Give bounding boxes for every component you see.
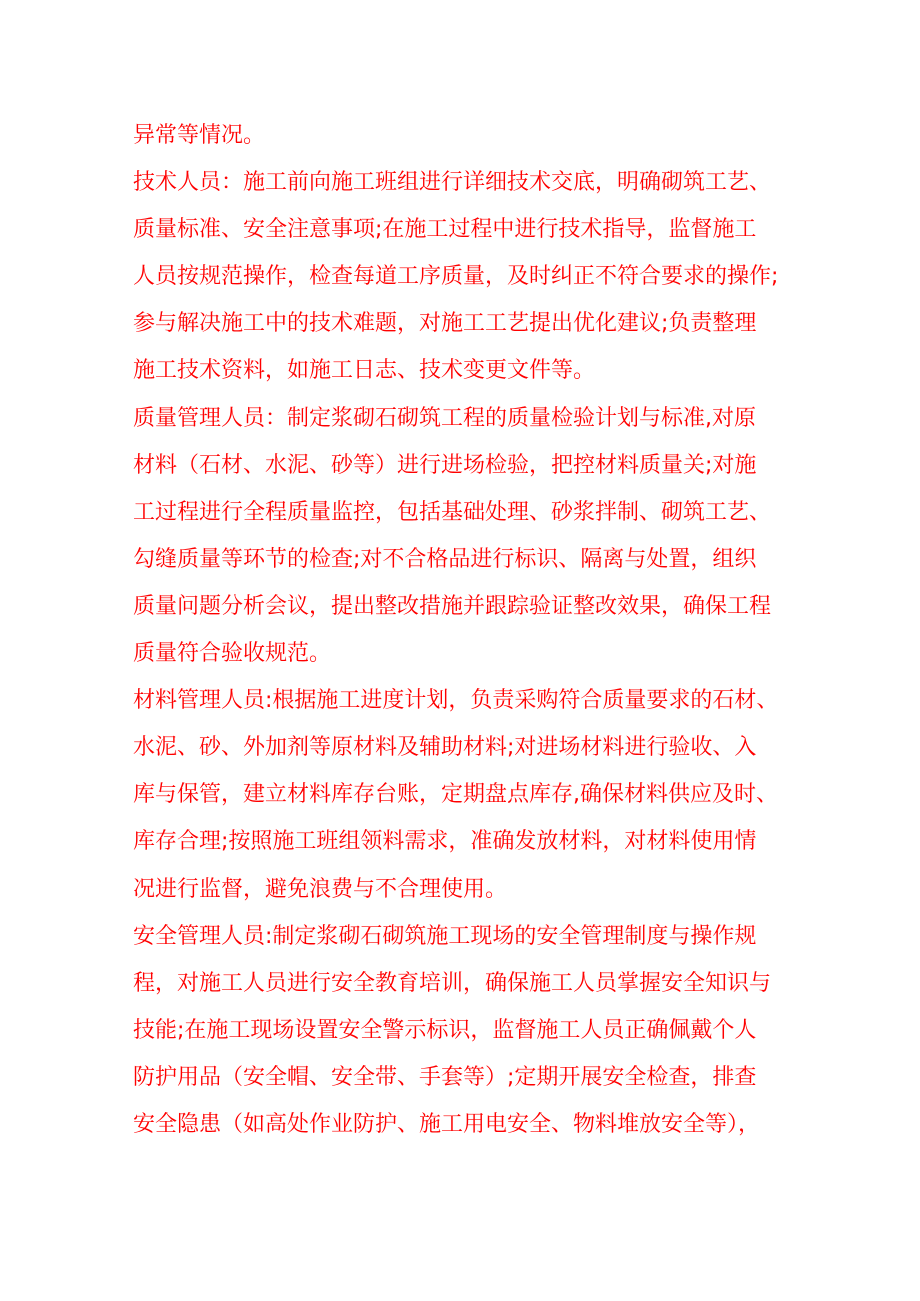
text-line: 况进行监督，避免浪费与不合理使用。 [133, 876, 508, 902]
text-line: 技术人员：施工前向施工班组进行详细技术交底，明确砌筑工艺、 [133, 170, 772, 196]
text-line: 技能;在施工现场设置安全警示标识，监督施工人员正确佩戴个人 [133, 1017, 757, 1043]
text-line: 异常等情况。 [133, 123, 266, 148]
text-line: 质量符合验收规范。 [133, 641, 332, 667]
text-line: 参与解决施工中的技术难题，对施工工艺提出优化建议;负责整理 [133, 311, 757, 337]
text-line: 水泥、砂、外加剂等原材料及辅助材料;对进场材料进行验收、入 [133, 735, 757, 761]
text-line: 防护用品（安全帽、安全带、手套等）;定期开展安全检查，排查 [133, 1064, 757, 1090]
text-line: 安全管理人员:制定浆砌石砌筑施工现场的安全管理制度与操作规 [133, 923, 757, 949]
text-line: 勾缝质量等环节的检查;对不合格品进行标识、隔离与处置，组织 [133, 546, 757, 572]
text-line: 材料管理人员:根据施工进度计划，负责采购符合质量要求的石材、 [133, 688, 779, 714]
text-line: 人员按规范操作，检查每道工序质量，及时纠正不符合要求的操作; [133, 264, 779, 290]
text-line: 质量标准、安全注意事项;在施工过程中进行技术指导，监督施工 [133, 217, 757, 243]
text-line: 库存合理;按照施工班组领料需求，准确发放材料，对材料使用情 [133, 829, 757, 855]
text-line: 库与保管，建立材料库存台账，定期盘点库存,确保材料供应及时、 [133, 782, 778, 808]
text-line: 工过程进行全程质量监控，包括基础处理、砂浆拌制、砌筑工艺、 [133, 499, 772, 525]
document-body [133, 112, 798, 1148]
text-line: 质量管理人员：制定浆砌石砌筑工程的质量检验计划与标准,对原 [133, 405, 756, 431]
text-line: 质量问题分析会议，提出整改措施并跟踪验证整改效果，确保工程 [133, 593, 772, 619]
text-line: 材料（石材、水泥、砂等）进行进场检验，把控材料质量关;对施 [133, 452, 757, 478]
text-line: 安全隐患（如高处作业防护、施工用电安全、物料堆放安全等）， [133, 1111, 761, 1137]
text-line: 程，对施工人员进行安全教育培训，确保施工人员掌握安全知识与 [133, 970, 772, 996]
text-line: 施工技术资料，如施工日志、技术变更文件等。 [133, 358, 596, 384]
